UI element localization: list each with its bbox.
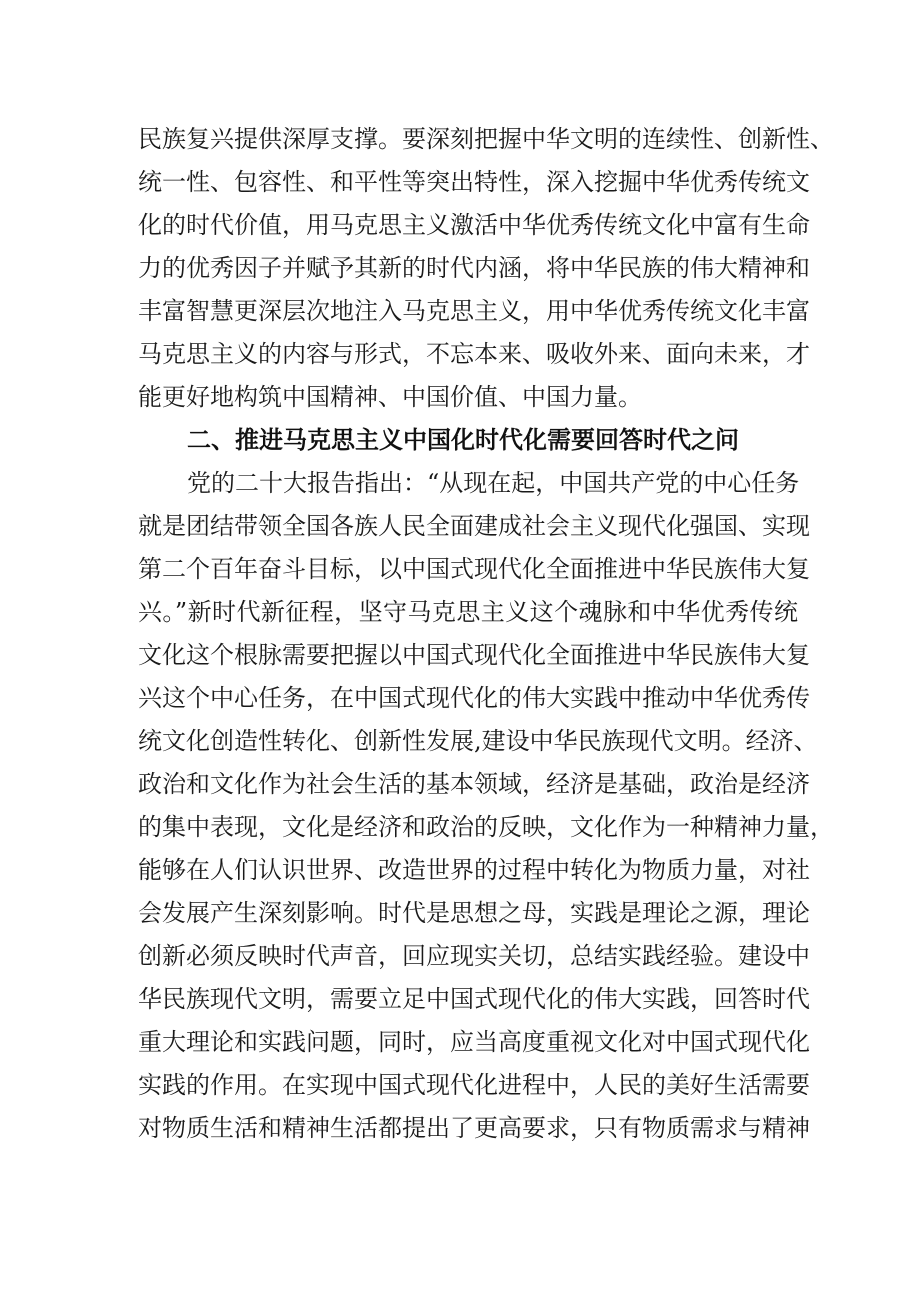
paragraph-line: 第二个百年奋斗目标，以中国式现代化全面推进中华民族伟大复 — [138, 555, 810, 583]
section-heading: 二、推进马克思主义中国化时代化需要回答时代之问 — [187, 426, 739, 454]
paragraph-line: 实践的作用。在实现中国式现代化进程中，人民的美好生活需要 — [138, 1071, 810, 1099]
paragraph-line: 党的二十大报告指出：“从现在起，中国共产党的中心任务 — [187, 469, 800, 497]
paragraph-line: 兴。”新时代新征程，坚守马克思主义这个魂脉和中华优秀传统 — [138, 598, 798, 626]
paragraph-line: 化的时代价值，用马克思主义激活中华优秀传统文化中富有生命 — [138, 211, 810, 239]
paragraph-line: 重大理论和实践问题，同时，应当高度重视文化对中国式现代化 — [138, 1028, 810, 1056]
paragraph-line: 能够在人们认识世界、改造世界的过程中转化为物质力量，对社 — [138, 856, 810, 884]
paragraph-line: 力的优秀因子并赋予其新的时代内涵，将中华民族的伟大精神和 — [138, 254, 810, 282]
paragraph-line: 丰富智慧更深层次地注入马克思主义，用中华优秀传统文化丰富 — [138, 297, 810, 325]
paragraph-line: 会发展产生深刻影响。时代是思想之母，实践是理论之源，理论 — [138, 899, 810, 927]
paragraph-line: 统文化创造性转化、创新性发展,建设中华民族现代文明。经济、 — [138, 727, 818, 755]
paragraph-line: 统一性、包容性、和平性等突出特性，深入挖掘中华优秀传统文 — [138, 168, 810, 196]
paragraph-line: 创新必须反映时代声音，回应现实关切，总结实践经验。建设中 — [138, 942, 810, 970]
paragraph-line: 兴这个中心任务，在中国式现代化的伟大实践中推动中华优秀传 — [138, 684, 810, 712]
paragraph-line: 就是团结带领全国各族人民全面建成社会主义现代化强国、实现 — [138, 512, 810, 540]
paragraph-line: 文化这个根脉需要把握以中国式现代化全面推进中华民族伟大复 — [138, 641, 810, 669]
paragraph-line: 政治和文化作为社会生活的基本领域，经济是基础，政治是经济 — [138, 770, 810, 798]
paragraph-line: 马克思主义的内容与形式，不忘本来、吸收外来、面向未来，才 — [138, 340, 810, 368]
paragraph-line: 的集中表现，文化是经济和政治的反映，文化作为一种精神力量， — [138, 813, 834, 841]
paragraph-line: 民族复兴提供深厚支撑。要深刻把握中华文明的连续性、创新性、 — [138, 125, 834, 153]
paragraph-line: 对物质生活和精神生活都提出了更高要求，只有物质需求与精神 — [138, 1114, 810, 1142]
paragraph-line: 华民族现代文明，需要立足中国式现代化的伟大实践，回答时代 — [138, 985, 810, 1013]
paragraph-line: 能更好地构筑中国精神、中国价值、中国力量。 — [138, 383, 642, 411]
